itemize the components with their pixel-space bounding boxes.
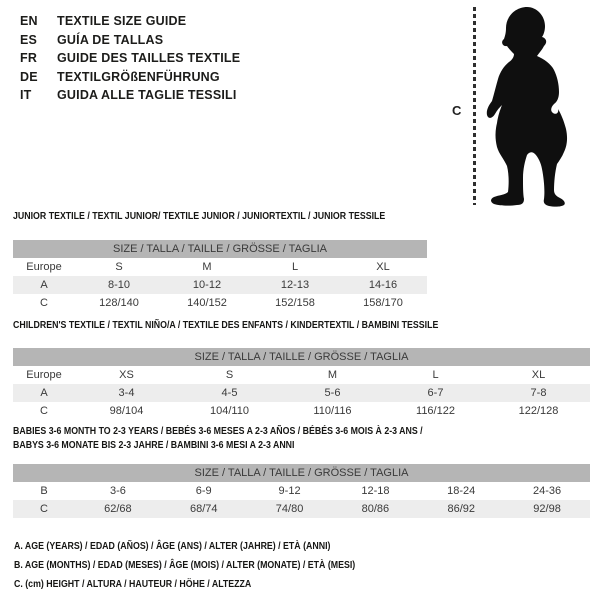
table-row-age [13,384,590,402]
size-cell: 3-4 [75,384,178,402]
size-header-row [13,348,590,366]
size-cell: L [291,261,299,273]
babies-size-table [13,464,590,518]
size-header-bar: SIZE / TALLA / TAILLE / GRÖSSE / TAGLIA [13,348,590,366]
language-row-de [20,68,240,87]
size-cell: 116/122 [416,405,455,417]
legend-line-c [14,575,402,594]
size-cell: 7-8 [487,384,590,402]
table-title-line: BABIES 3-6 MONTH TO 2-3 YEARS / BEBÉS 3-6 MESES A 2-3 AÑOS / BÉBÉS 3-6 MOIS À 2-3 ANS / [13,426,423,437]
table-title-line: BABYS 3-6 MONATE BIS 2-3 JAHRE / BAMBINI 3-6 MESI A 2-3 ANNI [13,440,295,451]
size-cell: XS [119,369,134,381]
size-figure [448,3,598,209]
row-label: C [13,500,75,518]
size-cell: 122/128 [518,405,559,417]
babies-textile-section [13,425,590,518]
size-cell: 158/170 [363,297,403,309]
row-label: C [40,405,48,417]
legend-text: C. (cm) HEIGHT / ALTURA / HAUTEUR / HÖHE / ALTEZZA [14,579,252,590]
table-title-line: CHILDREN'S TEXTILE / TEXTIL NIÑO/A / TEXTILE DES ENFANTS / KINDERTEXTIL / BAMBINI TESSILE [13,320,439,331]
size-cell: 3-6 [109,485,126,497]
size-header-row [13,240,427,258]
legend-line-b [14,556,402,575]
height-measure-line [473,7,476,205]
table-row-age-months [13,482,590,500]
legend-text: A. AGE (YEARS) / EDAD (AÑOS) / ÂGE (ANS) / ALTER (JAHRE) / ETÀ (ANNI) [14,541,331,552]
size-cell: 14-16 [339,276,427,294]
size-cell: XL [531,369,546,381]
childrens-textile-section [13,319,590,420]
size-header-bar: SIZE / TALLA / TAILLE / GRÖSSE / TAGLIA [13,464,590,482]
language-code: DE [20,69,38,84]
size-cell: 62/68 [75,500,161,518]
language-row-fr [20,49,240,68]
language-code: FR [20,51,38,65]
table-row-height [13,294,427,312]
language-row-it [20,86,240,105]
row-label: A [13,276,75,294]
height-measure-label: C [452,103,462,118]
size-cell: 4-5 [178,384,281,402]
size-cell: 6-9 [195,485,212,497]
size-cell: 140/152 [187,297,227,309]
row-label: Europe [26,261,62,273]
language-code: IT [20,88,32,102]
size-header-row [13,464,590,482]
language-code: EN [20,14,38,28]
baby-silhouette-icon [484,3,596,207]
size-cell: S [225,369,234,381]
row-label: B [40,485,48,497]
size-cell: 12-13 [251,276,339,294]
size-cell: M [202,261,212,273]
size-cell: 18-24 [447,485,476,497]
row-label: Europe [26,369,62,381]
table-row-height [13,402,590,420]
language-label: GUIDE DES TAILLES TEXTILE [57,51,241,65]
language-label: TEXTILGRÖßENFÜHRUNG [57,69,220,84]
size-cell: 110/116 [313,405,352,417]
size-cell: 10-12 [163,276,251,294]
language-row-es [20,31,240,50]
size-cell: 92/98 [504,500,590,518]
language-list [20,12,240,105]
table-title [13,210,427,224]
legend-text: B. AGE (MONTHS) / EDAD (MESES) / ÂGE (MOIS) / ALTER (MONATE) / ETÀ (MESI) [14,560,356,571]
junior-size-table [13,240,427,312]
size-cell: 24-36 [533,485,562,497]
size-cell: 80/86 [332,500,418,518]
language-label: GUIDA ALLE TAGLIE TESSILI [57,88,237,102]
size-cell: 9-12 [278,485,301,497]
table-title-line: JUNIOR TEXTILE / TEXTIL JUNIOR/ TEXTILE JUNIOR / JUNIORTEXTIL / JUNIOR TESSILE [13,211,386,222]
junior-textile-section [13,210,427,312]
size-cell: 98/104 [109,405,144,417]
size-cell: 5-6 [281,384,384,402]
size-cell: 86/92 [418,500,504,518]
size-cell: 8-10 [75,276,163,294]
table-row-height [13,500,590,518]
size-cell: 152/158 [275,297,315,309]
table-title [13,319,590,333]
language-label: TEXTILE SIZE GUIDE [57,14,187,28]
size-cell: 128/140 [99,297,139,309]
language-code: ES [20,32,38,47]
size-cell: M [327,369,338,381]
table-row-age [13,276,427,294]
size-cell: 104/110 [210,405,249,417]
legend-line-a [14,537,402,556]
size-header-bar: SIZE / TALLA / TAILLE / GRÖSSE / TAGLIA [13,240,427,258]
table-title [13,425,590,453]
size-cell: 74/80 [247,500,333,518]
language-row-en [20,12,240,31]
size-cell: 68/74 [161,500,247,518]
size-cell: 6-7 [384,384,487,402]
size-cell: S [115,261,123,273]
childrens-size-table [13,348,590,420]
size-cell: L [432,369,439,381]
table-row-europe [13,366,590,384]
size-cell: 12-18 [361,485,390,497]
table-row-europe [13,258,427,276]
row-label: A [13,384,75,402]
row-label: C [40,297,48,309]
language-label: GUÍA DE TALLAS [57,32,164,47]
legend [14,537,402,594]
size-cell: XL [376,261,390,273]
